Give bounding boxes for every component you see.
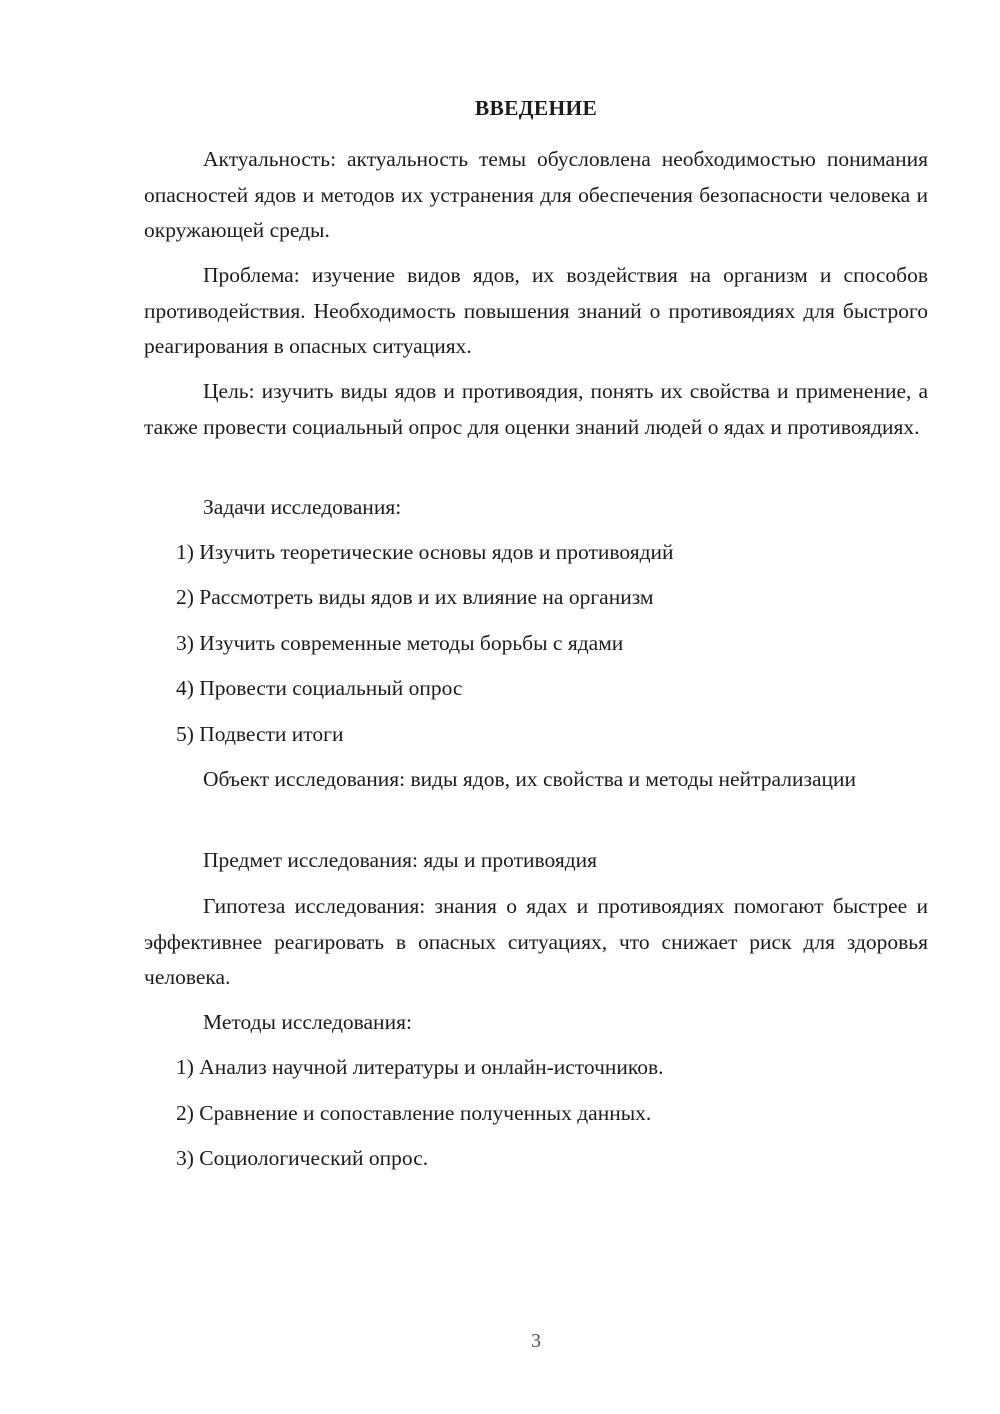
methods-heading: Методы исследования: xyxy=(203,1010,412,1034)
method-item-3: 3) Социологический опрос. xyxy=(176,1146,429,1170)
task-item-3: 3) Изучить современные методы борьбы с ядами xyxy=(176,631,624,655)
task-item-2: 2) Рассмотреть виды ядов и их влияние на организм xyxy=(176,585,654,609)
task-item-5: 5) Подвести итоги xyxy=(176,722,344,746)
task-item-4: 4) Провести социальный опрос xyxy=(176,676,463,700)
method-item-1: 1) Анализ научной литературы и онлайн-источников. xyxy=(176,1055,664,1079)
task-item-1: 1) Изучить теоретические основы ядов и противоядий xyxy=(176,540,674,564)
paragraph-subject: Предмет исследования: яды и противоядия xyxy=(203,848,598,872)
paragraph-goal: Цель: изучить виды ядов и противоядия, понять их свойства и применение, а также провести социальный опрос для оценки знаний людей о ядах и противоядиях. xyxy=(144,379,928,439)
page-title: ВВЕДЕНИЕ xyxy=(474,96,598,120)
method-item-2: 2) Сравнение и сопоставление полученных данных. xyxy=(176,1101,652,1125)
paragraph-problem: Проблема: изучение видов ядов, их воздействия на организм и способов противодействия. Необходимость повышения знаний о противоядиях для быстрого реагирования в опасных ситуациях. xyxy=(144,263,928,358)
tasks-heading: Задачи исследования: xyxy=(203,495,402,519)
paragraph-relevance: Актуальность: актуальность темы обусловлена необходимостью понимания опасностей ядов и методов их устранения для обеспечения безопасности человека и окружающей среды. xyxy=(144,147,928,242)
page-number: 3 xyxy=(531,1330,541,1352)
paragraph-hypothesis: Гипотеза исследования: знания о ядах и противоядиях помогают быстрее и эффективнее реагировать в опасных ситуациях, что снижает риск для здоровья человека. xyxy=(144,894,928,989)
paragraph-object: Объект исследования: виды ядов, их свойства и методы нейтрализации xyxy=(203,767,857,791)
